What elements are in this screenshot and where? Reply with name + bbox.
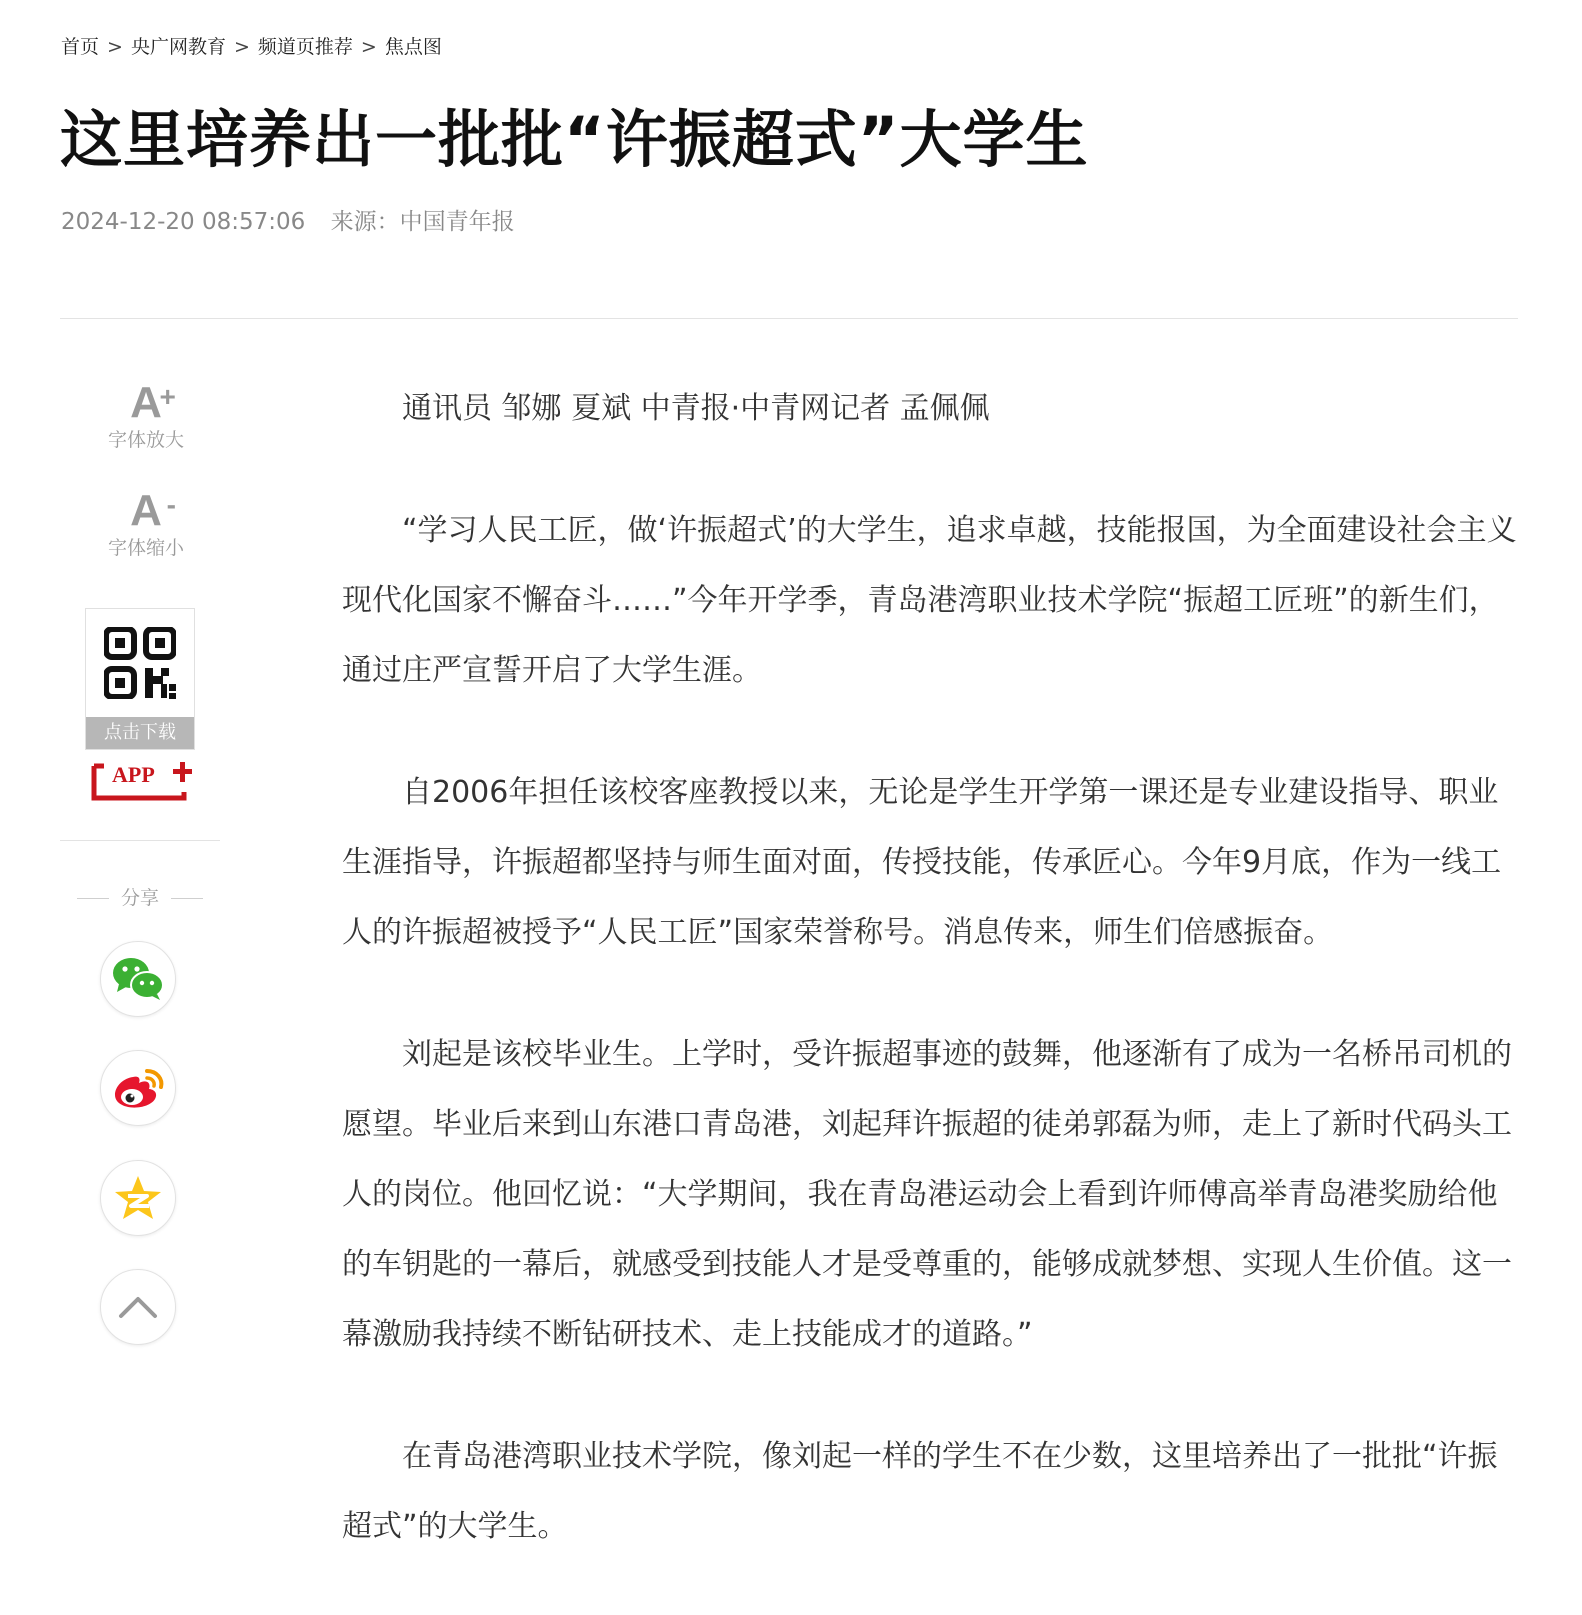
share-wechat-button[interactable] <box>100 941 176 1017</box>
back-to-top-button[interactable] <box>100 1269 176 1345</box>
app-logo-icon <box>90 760 194 804</box>
chevron-up-icon <box>118 1295 158 1319</box>
article-source: 来源：中国青年报 <box>330 209 515 235</box>
article-title: 这里培养出一批批“许振超式”大学生 <box>60 103 1089 176</box>
font-decrease-button[interactable] <box>96 488 196 560</box>
header-divider <box>60 318 1518 319</box>
weibo-icon <box>111 1065 165 1111</box>
article-paragraph: 自2006年担任该校客座教授以来，无论是学生开学第一课还是专业建设指导、职业生涯指导，许振超都坚持与师生面对面，传授技能，传承匠心。今年9月底，作为一线工人的许振超被授予“人民工匠”国家荣誉称号。消息传来，师生们倍感振奋。 <box>342 775 1502 950</box>
article-byline: 通讯员 邹娜 夏斌 中青报·中青网记者 孟佩佩 <box>402 391 990 426</box>
font-increase-icon: A + <box>130 378 176 427</box>
article-paragraph: “学习人民工匠，做‘许振超式’的大学生，追求卓越，技能报国，为全面建设社会主义现代化国家不懈奋斗……”今年开学季，青岛港湾职业技术学院“振超工匠班”的新生们，通过庄严宣誓开启了大学生涯。 <box>342 513 1517 688</box>
article-body <box>342 374 1520 1614</box>
article-paragraph: 在青岛港湾职业技术学院，像刘起一样的学生不在少数，这里培养出了一批批“许振超式”的大学生。 <box>342 1439 1498 1544</box>
app-logo-text: APP <box>112 762 155 787</box>
share-title: 分享 <box>77 885 203 911</box>
qr-code-icon <box>104 627 176 699</box>
breadcrumb-separator: > <box>233 36 250 58</box>
font-decrease-label: 字体缩小 <box>107 537 184 559</box>
breadcrumb <box>61 34 442 60</box>
app-qr-download[interactable] <box>85 608 195 750</box>
font-decrease-icon: A - <box>130 486 176 535</box>
publish-date: 2024-12-20 08:57:06 <box>61 209 306 235</box>
breadcrumb-separator: > <box>360 36 377 58</box>
qr-download-label: 点击下载 <box>86 717 194 749</box>
article-paragraph: 刘起是该校毕业生。上学时，受许振超事迹的鼓舞，他逐渐有了成为一名桥吊司机的愿望。毕业后来到山东港口青岛港，刘起拜许振超的徒弟郭磊为师，走上了新时代码头工人的岗位。他回忆说：“大学期间，我在青岛港运动会上看到许师傅高举青岛港奖励给他的车钥匙的一幕后，就感受到技能人才是受尊重的，能够成就梦想、实现人生价值。这一幕激励我持续不断钻研技术、走上技能成才的道路。” <box>342 1037 1512 1352</box>
wechat-icon <box>111 956 165 1002</box>
breadcrumb-channel[interactable]: 央广网教育 <box>130 36 226 58</box>
breadcrumb-recommend[interactable]: 频道页推荐 <box>257 36 353 58</box>
breadcrumb-home[interactable]: 首页 <box>61 36 100 58</box>
share-qzone-button[interactable] <box>100 1160 176 1236</box>
font-increase-label: 字体放大 <box>107 429 184 451</box>
share-weibo-button[interactable] <box>100 1050 176 1126</box>
breadcrumb-separator: > <box>107 36 123 58</box>
tools-divider <box>60 840 220 841</box>
font-increase-button[interactable] <box>96 380 196 452</box>
breadcrumb-focus[interactable]: 焦点图 <box>384 36 442 58</box>
qzone-icon <box>113 1174 163 1222</box>
app-logo[interactable] <box>90 760 194 804</box>
article-meta <box>61 206 515 238</box>
